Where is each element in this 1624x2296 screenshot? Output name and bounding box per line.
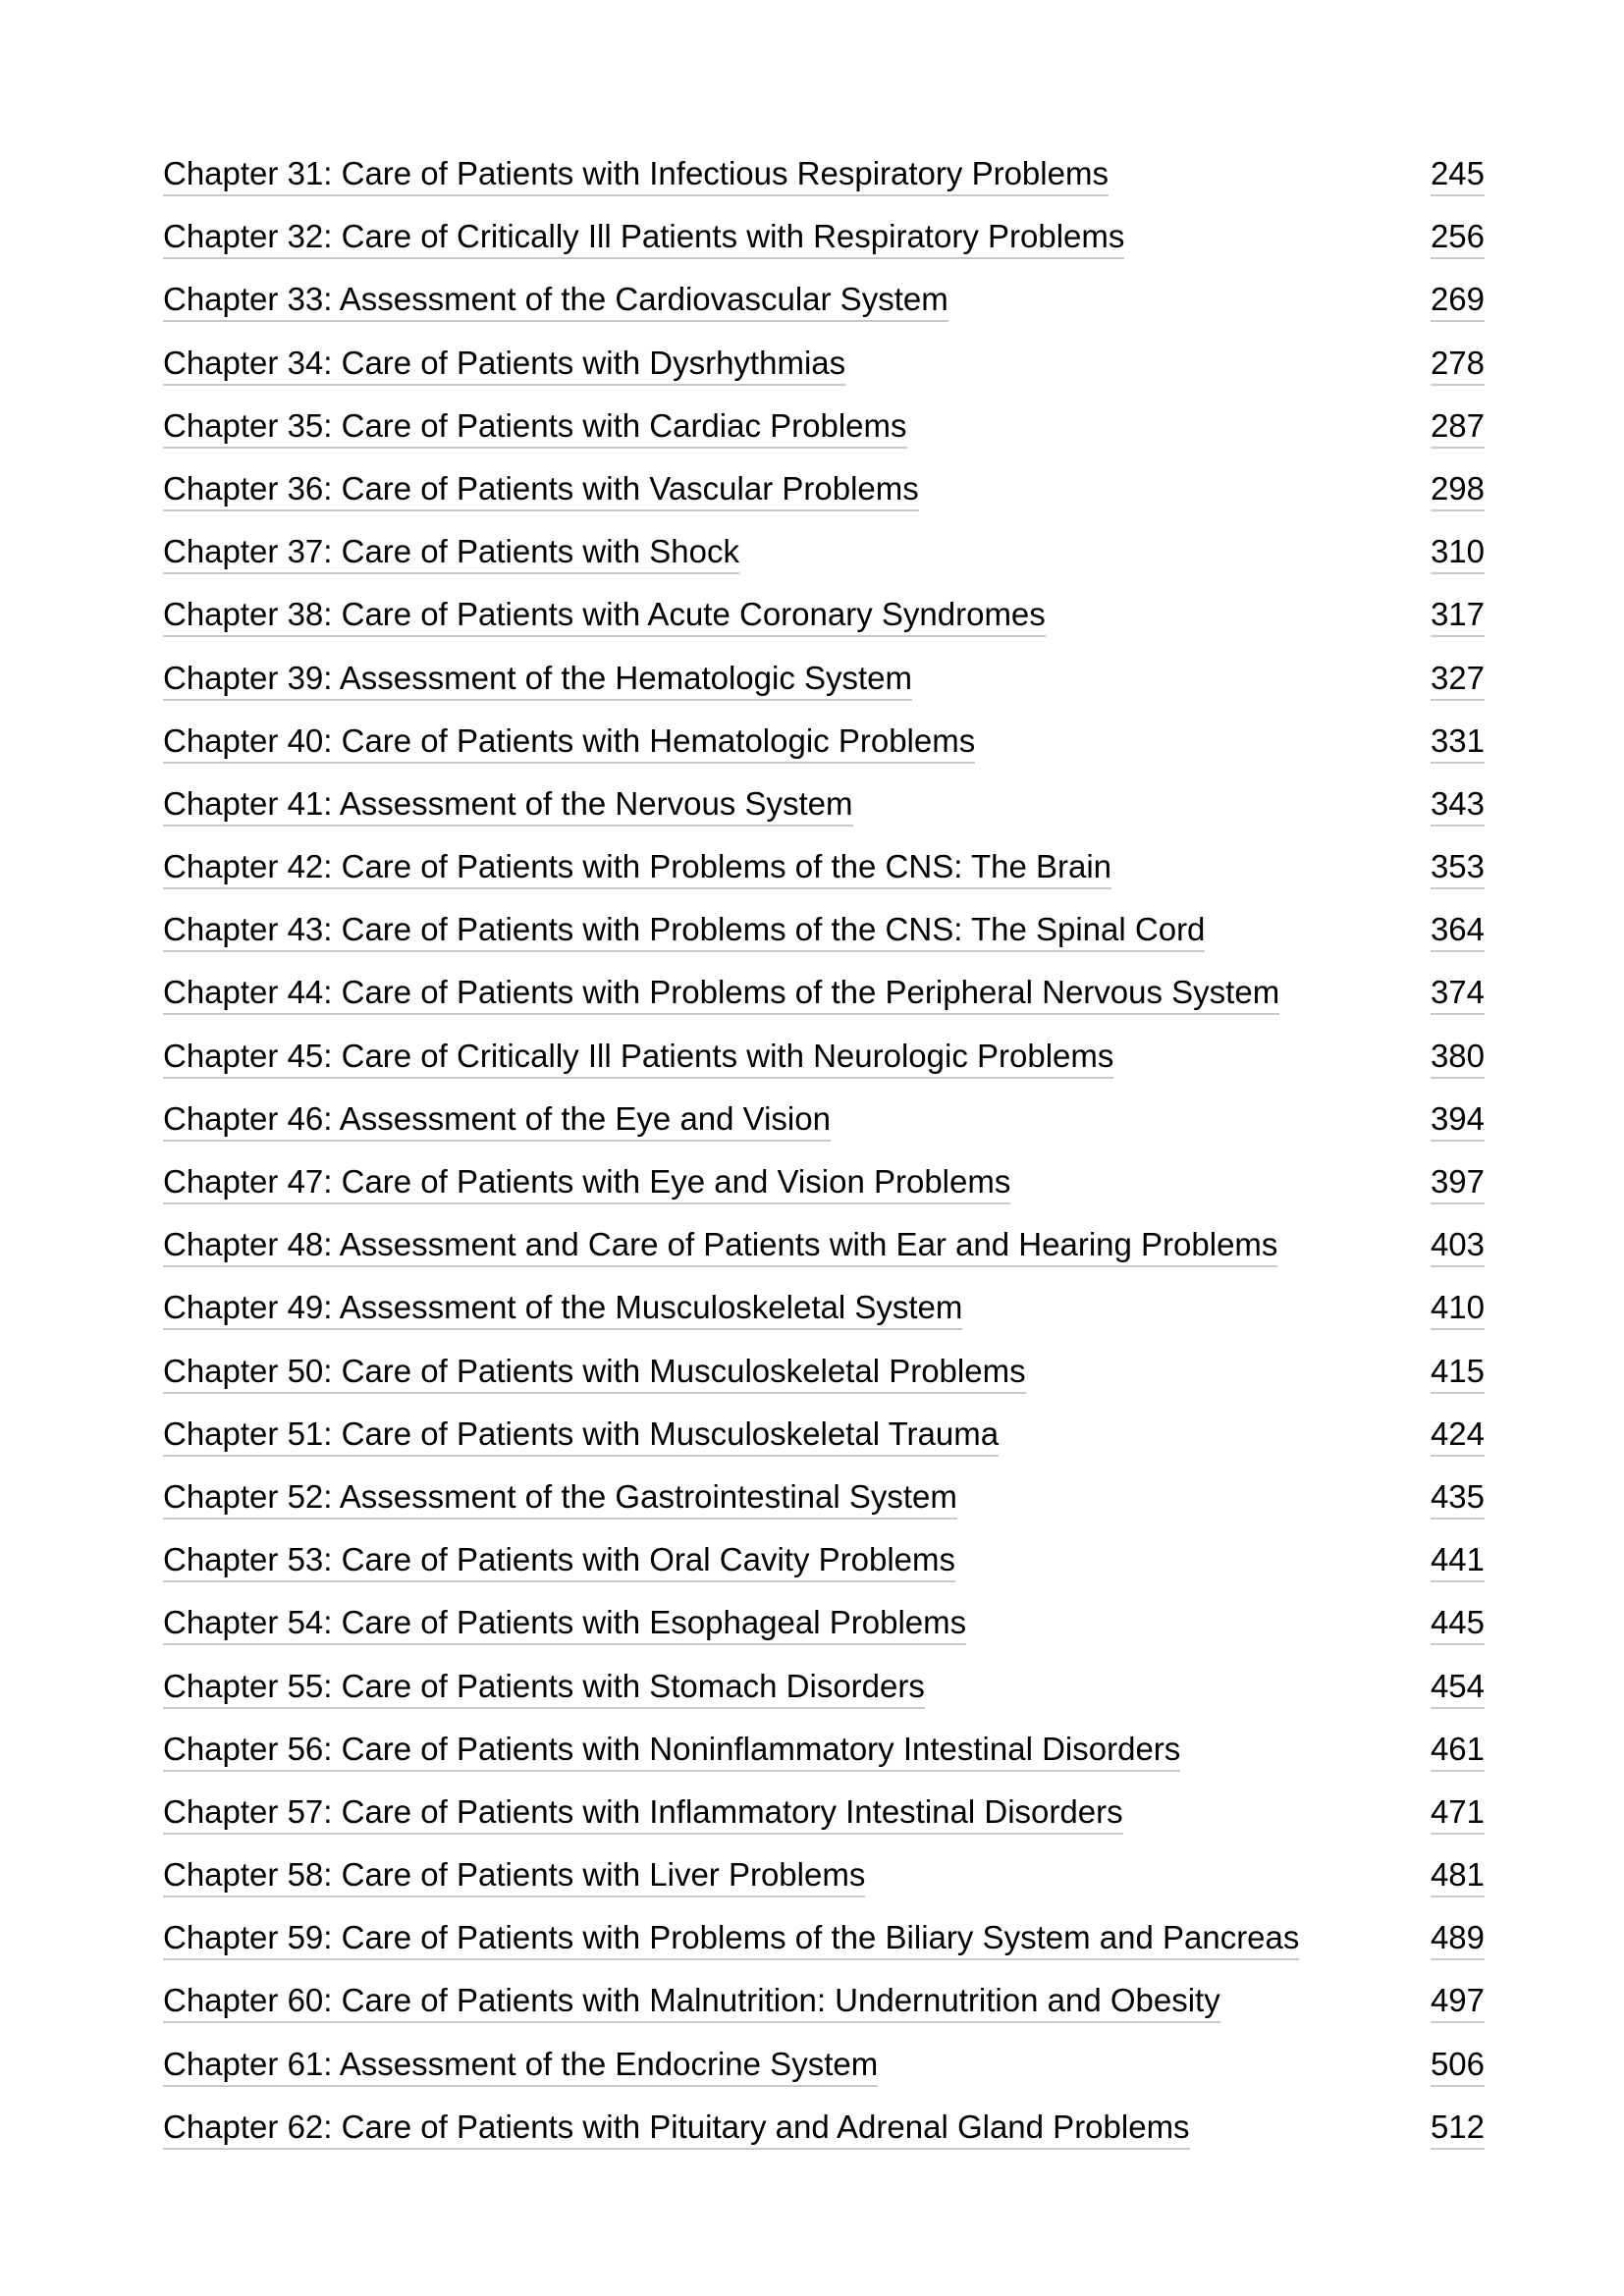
toc-entry-page-link[interactable]: 278 [1431, 344, 1485, 386]
toc-entry-title-link[interactable]: Chapter 33: Assessment of the Cardiovascular System [163, 280, 948, 322]
toc-entry-title-link[interactable]: Chapter 54: Care of Patients with Esophageal Problems [163, 1603, 966, 1645]
toc-entry-page-link[interactable]: 364 [1431, 910, 1485, 952]
toc-entry-page-link[interactable]: 394 [1431, 1099, 1485, 1142]
toc-entry-title-link[interactable]: Chapter 59: Care of Patients with Problems of the Biliary System and Pancreas [163, 1918, 1299, 1960]
toc-entry [163, 1155, 1485, 1218]
toc-entry-title-link[interactable]: Chapter 53: Care of Patients with Oral Cavity Problems [163, 1540, 955, 1582]
toc-entry [163, 1533, 1485, 1596]
toc-entry-page-link[interactable]: 256 [1431, 217, 1485, 259]
toc-entry-page-link[interactable]: 512 [1431, 2108, 1485, 2150]
toc-entry-page-link[interactable]: 343 [1431, 784, 1485, 827]
toc-entry [163, 715, 1485, 777]
toc-entry-page-link[interactable]: 489 [1431, 1918, 1485, 1960]
toc-entry [163, 1848, 1485, 1911]
toc-entry-title-link[interactable]: Chapter 39: Assessment of the Hematologic System [163, 659, 912, 701]
toc-entry [163, 1093, 1485, 1155]
toc-entry [163, 2101, 1485, 2163]
toc-entry-page-link[interactable]: 435 [1431, 1477, 1485, 1520]
toc-entry-title-link[interactable]: Chapter 43: Care of Patients with Problems of the CNS: The Spinal Cord [163, 910, 1205, 952]
toc-entry-title-link[interactable]: Chapter 31: Care of Patients with Infectious Respiratory Problems [163, 154, 1109, 196]
toc-entry [163, 840, 1485, 903]
toc-entry-page-link[interactable]: 410 [1431, 1288, 1485, 1330]
toc-entry [163, 903, 1485, 966]
toc-entry-title-link[interactable]: Chapter 47: Care of Patients with Eye and Vision Problems [163, 1162, 1010, 1204]
toc-entry-title-link[interactable]: Chapter 48: Assessment and Care of Patients with Ear and Hearing Problems [163, 1225, 1277, 1267]
toc-entry-page-link[interactable]: 298 [1431, 469, 1485, 511]
toc-entry-title-link[interactable]: Chapter 38: Care of Patients with Acute Coronary Syndromes [163, 595, 1046, 637]
toc-entry [163, 462, 1485, 525]
toc-entry-title-link[interactable]: Chapter 57: Care of Patients with Inflammatory Intestinal Disorders [163, 1792, 1123, 1835]
table-of-contents [163, 147, 1485, 2163]
toc-entry-title-link[interactable]: Chapter 35: Care of Patients with Cardiac Problems [163, 406, 907, 449]
toc-entry-title-link[interactable]: Chapter 56: Care of Patients with Noninflammatory Intestinal Disorders [163, 1730, 1180, 1772]
toc-entry-page-link[interactable]: 327 [1431, 659, 1485, 701]
toc-entry [163, 1786, 1485, 1848]
toc-entry [163, 588, 1485, 651]
toc-entry-page-link[interactable]: 454 [1431, 1667, 1485, 1709]
toc-entry [163, 1723, 1485, 1786]
toc-entry-page-link[interactable]: 374 [1431, 973, 1485, 1015]
toc-entry-page-link[interactable]: 380 [1431, 1037, 1485, 1079]
toc-entry [163, 777, 1485, 840]
toc-entry-title-link[interactable]: Chapter 46: Assessment of the Eye and Vision [163, 1099, 831, 1142]
toc-entry-page-link[interactable]: 403 [1431, 1225, 1485, 1267]
toc-entry-title-link[interactable]: Chapter 36: Care of Patients with Vascular Problems [163, 469, 919, 511]
toc-entry [163, 1345, 1485, 1408]
toc-entry-title-link[interactable]: Chapter 52: Assessment of the Gastrointestinal System [163, 1477, 957, 1520]
toc-entry [163, 1660, 1485, 1723]
toc-entry-page-link[interactable]: 497 [1431, 1981, 1485, 2023]
toc-entry [163, 1281, 1485, 1344]
toc-entry [163, 210, 1485, 273]
toc-entry [163, 1911, 1485, 1974]
toc-entry-page-link[interactable]: 415 [1431, 1352, 1485, 1394]
toc-entry-page-link[interactable]: 245 [1431, 154, 1485, 196]
toc-entry-title-link[interactable]: Chapter 42: Care of Patients with Problems of the CNS: The Brain [163, 847, 1111, 889]
toc-entry-page-link[interactable]: 397 [1431, 1162, 1485, 1204]
toc-entry-page-link[interactable]: 471 [1431, 1792, 1485, 1835]
toc-entry-title-link[interactable]: Chapter 61: Assessment of the Endocrine System [163, 2045, 878, 2087]
toc-entry-page-link[interactable]: 506 [1431, 2045, 1485, 2087]
toc-entry [163, 1596, 1485, 1659]
toc-entry [163, 337, 1485, 400]
toc-entry-page-link[interactable]: 287 [1431, 406, 1485, 449]
toc-entry-title-link[interactable]: Chapter 32: Care of Critically Ill Patients with Respiratory Problems [163, 217, 1124, 259]
toc-entry [163, 1470, 1485, 1533]
toc-entry-page-link[interactable]: 269 [1431, 280, 1485, 322]
toc-entry [163, 1030, 1485, 1093]
toc-entry [163, 525, 1485, 588]
toc-entry-title-link[interactable]: Chapter 45: Care of Critically Ill Patients with Neurologic Problems [163, 1037, 1113, 1079]
toc-entry-title-link[interactable]: Chapter 41: Assessment of the Nervous System [163, 784, 853, 827]
toc-entry-page-link[interactable]: 445 [1431, 1603, 1485, 1645]
toc-entry-title-link[interactable]: Chapter 62: Care of Patients with Pituitary and Adrenal Gland Problems [163, 2108, 1190, 2150]
toc-entry-title-link[interactable]: Chapter 51: Care of Patients with Musculoskeletal Trauma [163, 1415, 999, 1457]
toc-entry [163, 966, 1485, 1029]
toc-entry-page-link[interactable]: 441 [1431, 1540, 1485, 1582]
toc-entry-title-link[interactable]: Chapter 40: Care of Patients with Hematologic Problems [163, 721, 975, 764]
toc-entry-page-link[interactable]: 461 [1431, 1730, 1485, 1772]
toc-entry-title-link[interactable]: Chapter 49: Assessment of the Musculoskeletal System [163, 1288, 962, 1330]
toc-entry-title-link[interactable]: Chapter 60: Care of Patients with Malnutrition: Undernutrition and Obesity [163, 1981, 1220, 2023]
toc-entry [163, 1974, 1485, 2037]
toc-entry-page-link[interactable]: 310 [1431, 532, 1485, 574]
toc-entry-page-link[interactable]: 424 [1431, 1415, 1485, 1457]
toc-entry [163, 1218, 1485, 1281]
toc-entry-title-link[interactable]: Chapter 50: Care of Patients with Musculoskeletal Problems [163, 1352, 1026, 1394]
toc-entry [163, 1408, 1485, 1470]
toc-entry [163, 147, 1485, 210]
toc-entry-page-link[interactable]: 481 [1431, 1855, 1485, 1897]
toc-entry [163, 2038, 1485, 2101]
toc-entry-page-link[interactable]: 317 [1431, 595, 1485, 637]
toc-entry-title-link[interactable]: Chapter 55: Care of Patients with Stomach Disorders [163, 1667, 925, 1709]
toc-entry [163, 400, 1485, 462]
toc-entry-title-link[interactable]: Chapter 37: Care of Patients with Shock [163, 532, 739, 574]
toc-entry [163, 652, 1485, 715]
toc-entry-title-link[interactable]: Chapter 58: Care of Patients with Liver Problems [163, 1855, 865, 1897]
toc-entry-title-link[interactable]: Chapter 34: Care of Patients with Dysrhythmias [163, 344, 845, 386]
toc-entry-page-link[interactable]: 331 [1431, 721, 1485, 764]
toc-entry-title-link[interactable]: Chapter 44: Care of Patients with Problems of the Peripheral Nervous System [163, 973, 1279, 1015]
toc-entry-page-link[interactable]: 353 [1431, 847, 1485, 889]
toc-entry [163, 273, 1485, 336]
